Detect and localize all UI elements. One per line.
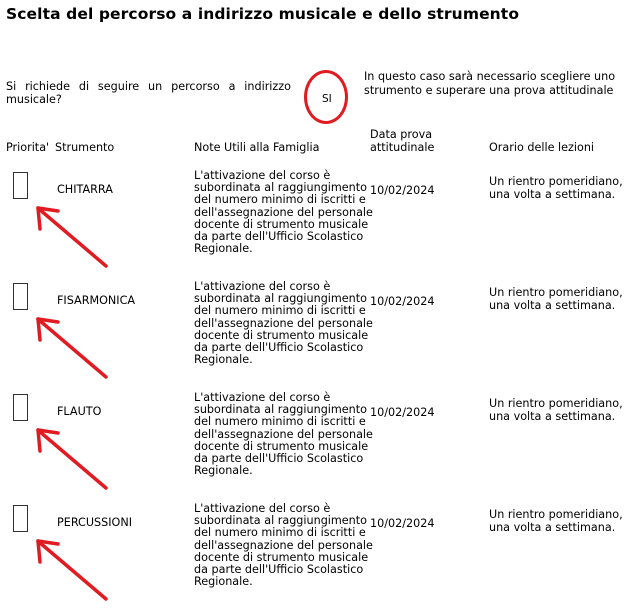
page-title: Scelta del percorso a indirizzo musicale e dello strumento bbox=[6, 5, 520, 23]
family-note: L'attivazione del corso è subordinata al raggiungimento del numero minimo di iscritti e dell'assegnazione del personale docente di strumento musicale da parte dell'Ufficio Scolastico Regionale. bbox=[194, 502, 373, 589]
red-arrow-icon bbox=[30, 422, 110, 492]
test-date: 10/02/2024 bbox=[370, 406, 435, 419]
priority-input[interactable] bbox=[13, 505, 28, 532]
table-row bbox=[0, 170, 633, 280]
music-path-note: In questo caso sarà necessario scegliere uno strumento e superare una prova attitudinale bbox=[364, 70, 616, 97]
header-instrument: Strumento bbox=[55, 141, 115, 154]
table-row bbox=[0, 503, 633, 613]
header-date: Data prova attitudinale bbox=[370, 128, 435, 154]
header-schedule: Orario delle lezioni bbox=[489, 141, 595, 154]
header-notes: Note Utili alla Famiglia bbox=[194, 141, 320, 154]
instrument-name: FLAUTO bbox=[57, 405, 102, 418]
priority-input[interactable] bbox=[13, 172, 28, 199]
instrument-name: PERCUSSIONI bbox=[57, 516, 133, 529]
test-date: 10/02/2024 bbox=[370, 184, 435, 197]
lesson-schedule: Un rientro pomeridiano, una volta a settimana. bbox=[489, 286, 623, 312]
priority-input[interactable] bbox=[13, 394, 28, 421]
table-row bbox=[0, 281, 633, 391]
lesson-schedule: Un rientro pomeridiano, una volta a settimana. bbox=[489, 508, 623, 534]
music-path-question: Si richiede di seguire un percorso a indirizzo musicale? bbox=[6, 80, 291, 106]
family-note: L'attivazione del corso è subordinata al raggiungimento del numero minimo di iscritti e dell'assegnazione del personale docente di strumento musicale da parte dell'Ufficio Scolastico Regionale. bbox=[194, 280, 373, 367]
priority-input[interactable] bbox=[13, 283, 28, 310]
red-arrow-icon bbox=[30, 311, 110, 381]
red-arrow-icon bbox=[30, 200, 110, 270]
table-row bbox=[0, 392, 633, 502]
header-priority: Priorita' bbox=[6, 141, 50, 154]
test-date: 10/02/2024 bbox=[370, 295, 435, 308]
red-arrow-icon bbox=[30, 533, 110, 603]
instrument-name: CHITARRA bbox=[57, 183, 113, 196]
family-note: L'attivazione del corso è subordinata al raggiungimento del numero minimo di iscritti e dell'assegnazione del personale docente di strumento musicale da parte dell'Ufficio Scolastico Regionale. bbox=[194, 169, 373, 256]
lesson-schedule: Un rientro pomeridiano, una volta a settimana. bbox=[489, 397, 623, 423]
instrument-name: FISARMONICA bbox=[57, 294, 136, 307]
lesson-schedule: Un rientro pomeridiano, una volta a settimana. bbox=[489, 175, 623, 201]
music-path-answer[interactable]: SI bbox=[322, 93, 332, 105]
test-date: 10/02/2024 bbox=[370, 517, 435, 530]
family-note: L'attivazione del corso è subordinata al raggiungimento del numero minimo di iscritti e dell'assegnazione del personale docente di strumento musicale da parte dell'Ufficio Scolastico Regionale. bbox=[194, 391, 373, 478]
